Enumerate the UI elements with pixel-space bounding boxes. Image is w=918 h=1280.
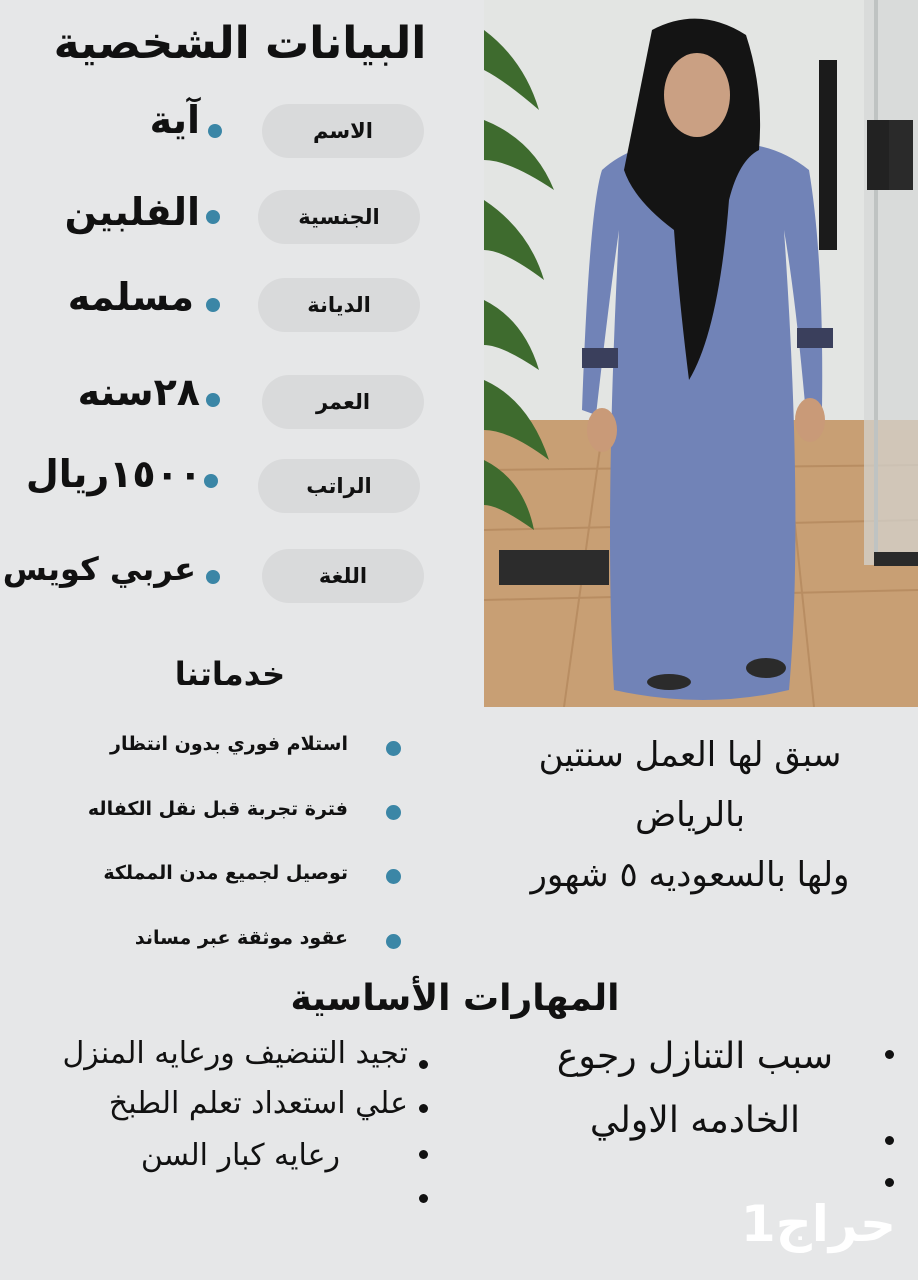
- bullet-dot-icon: [206, 210, 220, 224]
- field-label: الديانة: [258, 278, 420, 332]
- experience-text: [480, 725, 900, 905]
- services-title: خدماتنا: [174, 655, 286, 693]
- field-label: اللغة: [262, 549, 424, 603]
- field-label: العمر: [262, 375, 424, 429]
- field-label: الراتب: [258, 459, 420, 513]
- field-value: مسلمه: [67, 275, 194, 319]
- field-label: الاسم: [262, 104, 424, 158]
- withdrawal-reason: [520, 1025, 870, 1153]
- skill-item: علي استعداد تعلم الطبخ: [108, 1086, 408, 1121]
- service-text: استلام فوري بدون انتظار: [110, 733, 348, 755]
- bullet-dot-icon: [208, 124, 222, 138]
- bullet-icon: [419, 1060, 428, 1069]
- field-value: عربي كويس: [2, 550, 196, 588]
- candidate-photo: [484, 0, 918, 707]
- field-value: الفلبين: [64, 190, 200, 234]
- bullet-dot-icon: [386, 805, 401, 820]
- bullet-icon: [885, 1178, 894, 1187]
- bullet-icon: [419, 1150, 428, 1159]
- bullet-dot-icon: [204, 474, 218, 488]
- bullet-icon: [419, 1194, 428, 1203]
- service-text: فترة تجربة قبل نقل الكفاله: [87, 798, 348, 820]
- experience-line: سبق لها العمل سنتين: [538, 735, 842, 775]
- bullet-dot-icon: [206, 570, 220, 584]
- bullet-dot-icon: [206, 393, 220, 407]
- skills-title: المهارات الأساسية: [290, 978, 620, 1019]
- field-value: آية: [149, 98, 200, 142]
- experience-line: بالرياض: [635, 795, 745, 835]
- watermark-logo: حراج1: [740, 1195, 896, 1253]
- page-title: البيانات الشخصية: [53, 18, 427, 69]
- experience-line: ولها بالسعوديه ٥ شهور: [530, 855, 850, 895]
- skill-item: رعايه كبار السن: [140, 1138, 340, 1173]
- bullet-dot-icon: [386, 741, 401, 756]
- reason-line: سبب التنازل رجوع: [556, 1036, 834, 1077]
- field-value: ١٥٠٠ريال: [25, 452, 202, 496]
- bullet-icon: [419, 1104, 428, 1113]
- bullet-dot-icon: [206, 298, 220, 312]
- service-text: توصيل لجميع مدن المملكة: [103, 862, 348, 884]
- field-value: ٢٨سنه: [77, 370, 200, 414]
- reason-line: الخادمه الاولي: [589, 1100, 801, 1141]
- bullet-icon: [885, 1136, 894, 1145]
- bullet-dot-icon: [386, 934, 401, 949]
- bullet-dot-icon: [386, 869, 401, 884]
- field-label: الجنسية: [258, 190, 420, 244]
- skill-item: تجيد التنضيف ورعايه المنزل: [62, 1036, 408, 1071]
- bullet-icon: [885, 1050, 894, 1059]
- service-text: عقود موثقة عبر مساند: [134, 927, 348, 949]
